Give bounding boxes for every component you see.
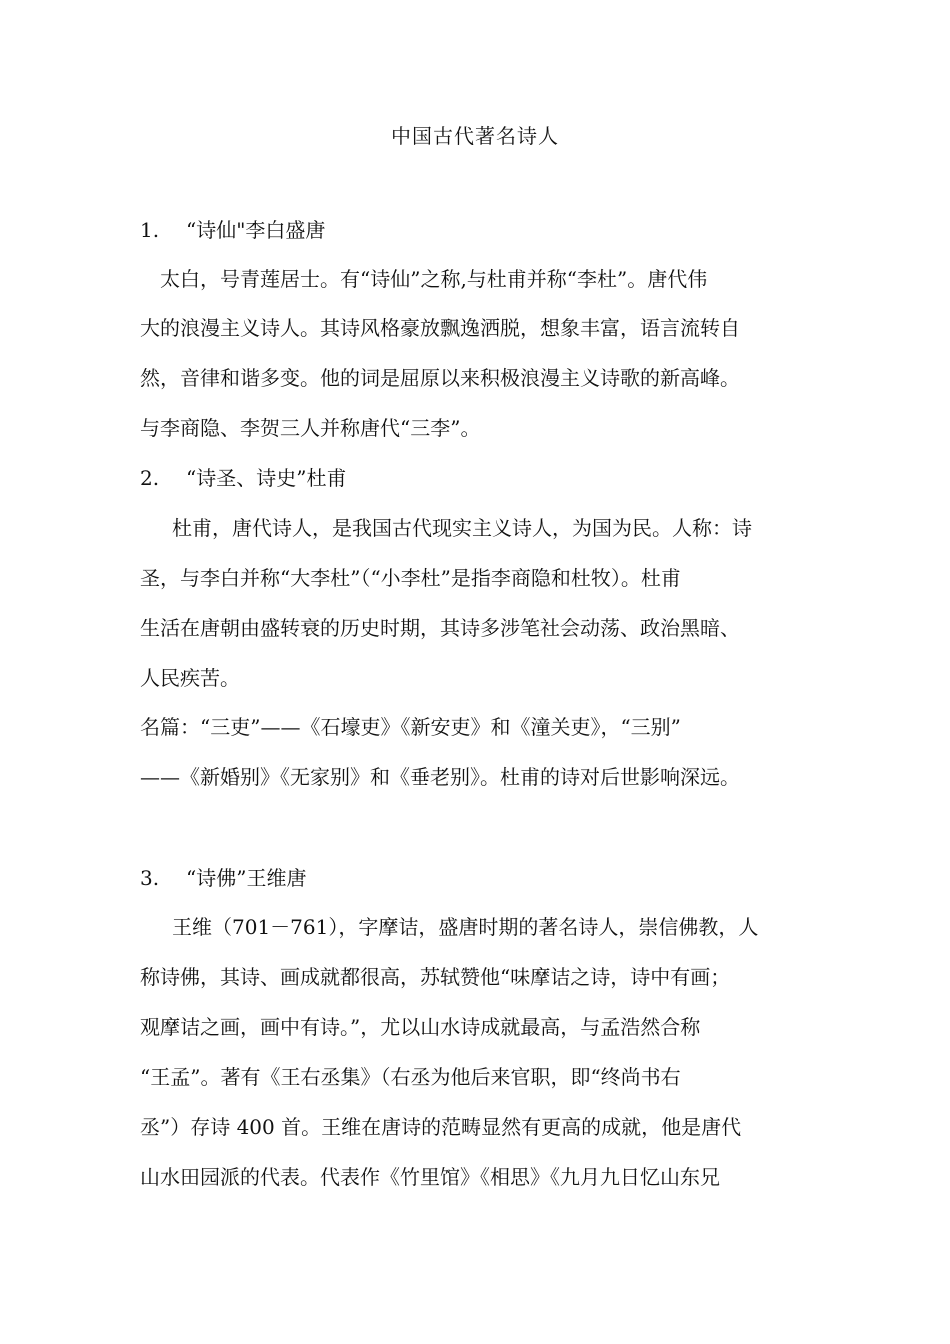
paragraph-line: “王孟”。著有《王右丞集》（右丞为他后来官职，即“终尚书右 bbox=[140, 1065, 681, 1089]
paragraph-line: 丞”）存诗 400 首。王维在唐诗的范畴显然有更高的成就，他是唐代 bbox=[140, 1115, 742, 1139]
paragraph-line: 观摩诘之画，画中有诗。”，尤以山水诗成就最高，与孟浩然合称 bbox=[140, 1015, 701, 1039]
paragraph-line: 生活在唐朝由盛转衰的历史时期，其诗多涉笔社会动荡、政治黑暗、 bbox=[140, 616, 740, 640]
document-title: 中国古代著名诗人 bbox=[391, 124, 559, 148]
paragraph-line: 人民疾苦。 bbox=[140, 666, 240, 690]
paragraph-line: 圣，与李白并称“大李杜”（“小李杜”是指李商隐和杜牧）。杜甫 bbox=[140, 566, 681, 590]
paragraph-line: 与李商隐、李贺三人并称唐代“三李”。 bbox=[140, 416, 481, 440]
paragraph-line: 王维（701－761），字摩诘，盛唐时期的著名诗人，崇信佛教，人 bbox=[172, 915, 759, 939]
section-heading-3 bbox=[140, 864, 306, 892]
paragraph-line: 名篇：“三吏”——《石壕吏》《新安吏》和《潼关吏》，“三别” bbox=[140, 715, 681, 739]
section-number: 3. bbox=[140, 866, 160, 890]
section-heading-2 bbox=[140, 464, 346, 492]
paragraph-line: 山水田园派的代表。代表作《竹里馆》《相思》《九月九日忆山东兄 bbox=[140, 1165, 720, 1189]
section-heading-text: “诗圣、诗史”杜甫 bbox=[186, 466, 347, 490]
paragraph-line: 大的浪漫主义诗人。其诗风格豪放飘逸洒脱，想象丰富，语言流转自 bbox=[140, 316, 740, 340]
paragraph-line: 然，音律和谐多变。他的词是屈原以来积极浪漫主义诗歌的新高峰。 bbox=[140, 366, 740, 390]
paragraph-line: 太白，号青莲居士。有“诗仙”之称,与杜甫并称“李杜”。唐代伟 bbox=[160, 267, 708, 291]
paragraph-line: 称诗佛，其诗、画成就都很高，苏轼赞他“味摩诘之诗，诗中有画； bbox=[140, 965, 731, 989]
section-number: 1. bbox=[140, 218, 160, 242]
paragraph-line: 杜甫，唐代诗人，是我国古代现实主义诗人，为国为民。人称：诗 bbox=[172, 516, 752, 540]
section-heading-text: “诗仙"李白盛唐 bbox=[186, 218, 326, 242]
section-heading-text: “诗佛”王维唐 bbox=[186, 866, 307, 890]
section-heading-1 bbox=[140, 216, 325, 244]
paragraph-line: ——《新婚别》《无家别》和《垂老别》。杜甫的诗对后世影响深远。 bbox=[140, 765, 740, 789]
section-number: 2. bbox=[140, 466, 160, 490]
